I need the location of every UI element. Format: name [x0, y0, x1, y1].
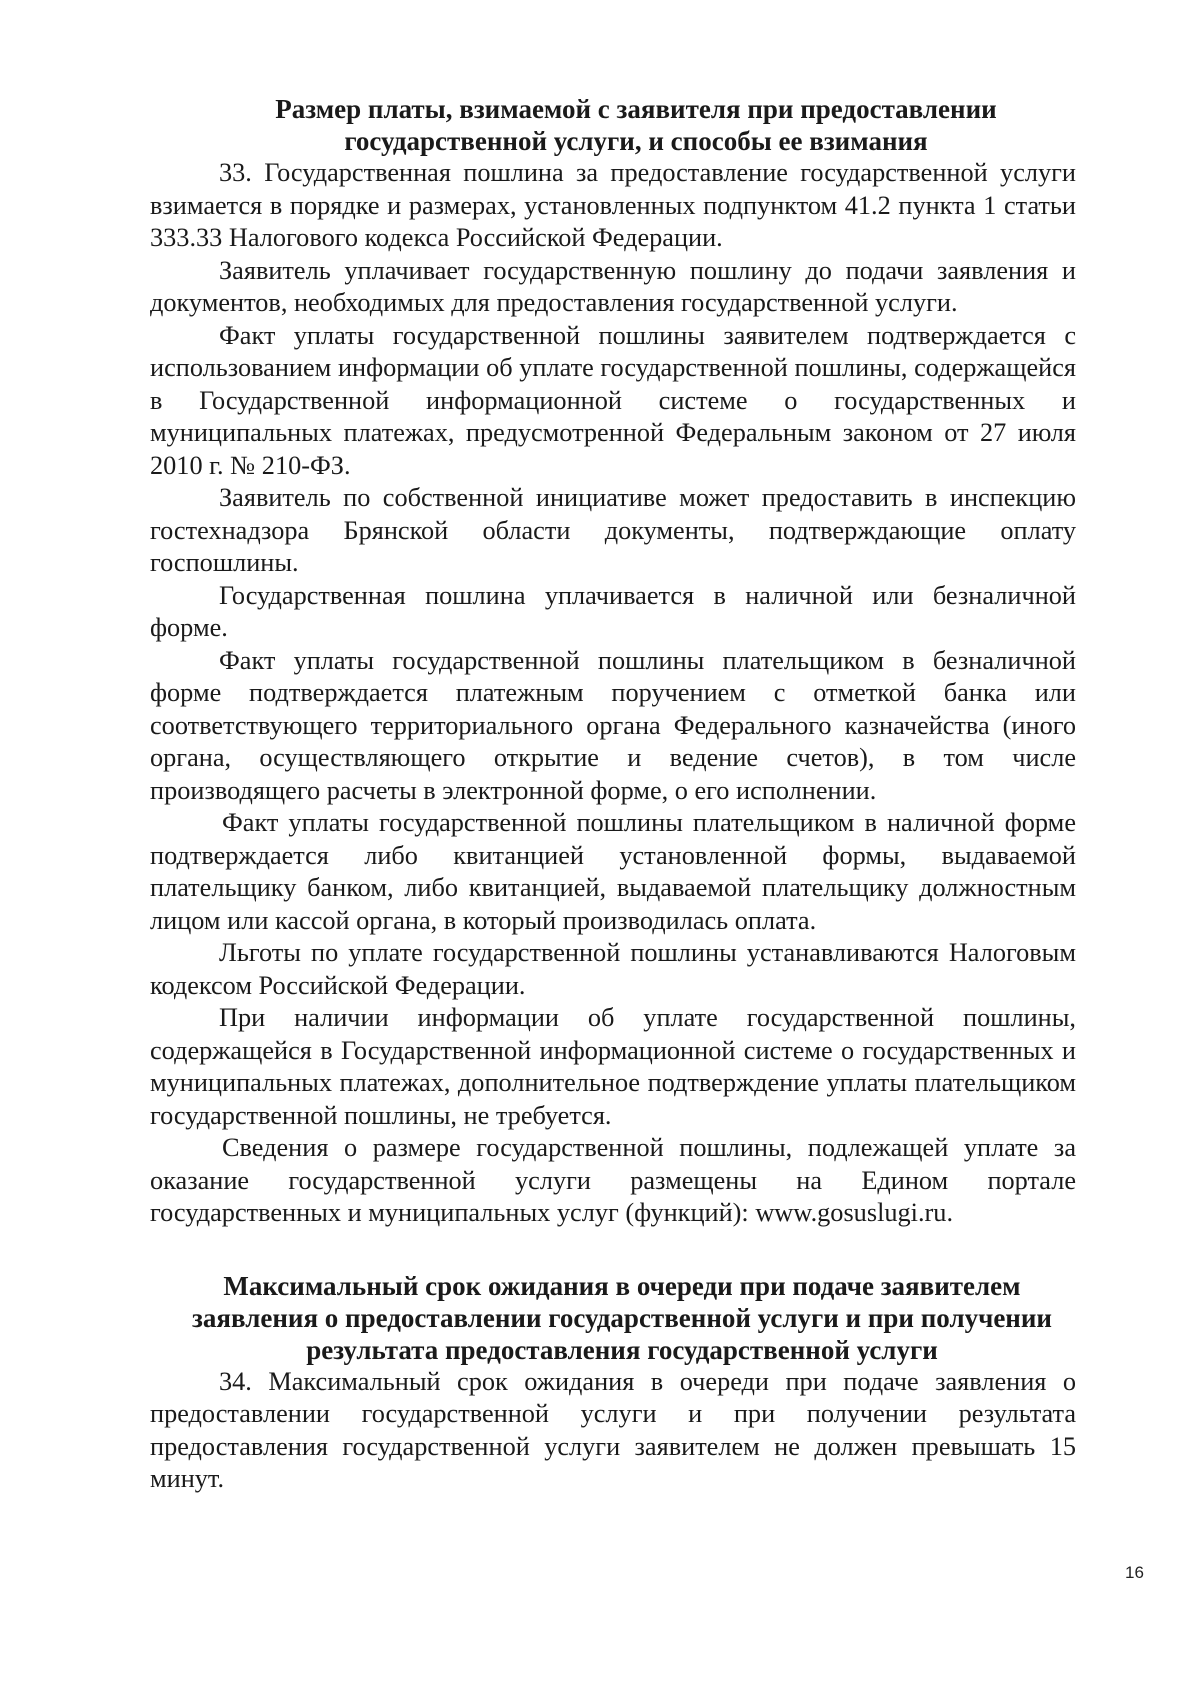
- paragraph-33: 33. Государственная пошлина за предоставление государственной услуги взимается в порядке и размерах, установленных подпунктом 41.2 пункта 1 статьи 333.33 Налогового кодекса Российской Федерации.: [150, 158, 1076, 252]
- paragraph-payment-confirmation-gis: Факт уплаты государственной пошлины заявителем подтверждается с использованием информации об уплате государственной пошлины, содержащейся в Государственной информационной системе о государственных и муниципальных платежах, предусмотренной Федеральным законом от 27 июля 2010 г. № 210-ФЗ.: [150, 320, 1076, 480]
- section-heading-queue: [150, 1270, 1076, 1366]
- paragraph-payment-form: Государственная пошлина уплачивается в наличной или безналичной форме.: [150, 580, 1076, 642]
- document-body: [150, 93, 1076, 1496]
- paragraph-no-additional-confirmation: При наличии информации об уплате государственной пошлины, содержащейся в Государственной информационной системе о государственных и муниципальных платежах, дополнительное подтверждение уплаты плательщиком государственной пошлины, не требуется.: [150, 1003, 1076, 1130]
- section-heading-fee: [150, 93, 1076, 157]
- paragraph-own-initiative-documents: Заявитель по собственной инициативе может предоставить в инспекцию гостехнадзора Брянской области документы, подтверждающие оплату госпошлины.: [150, 483, 1076, 577]
- page-number: 16: [1125, 1563, 1144, 1582]
- section-heading-fee-line2: государственной услуги, и способы ее взимания: [344, 126, 928, 156]
- paragraph-payment-before-submission: Заявитель уплачивает государственную пошлину до подачи заявления и документов, необходимых для предоставления государственной услуги.: [150, 255, 1076, 317]
- section-heading-queue-line1: Максимальный срок ожидания в очереди при подаче заявителем: [223, 1270, 1021, 1301]
- paragraph-cash-confirmation: Факт уплаты государственной пошлины плательщиком в наличной форме подтверждается либо квитанцией установленной формы, выдаваемой плательщику банком, либо квитанцией, выдаваемой плательщику должностным лицом или кассой органа, в который производилась оплата.: [150, 808, 1076, 935]
- paragraph-benefits: Льготы по уплате государственной пошлины устанавливаются Налоговым кодексом Российской Федерации.: [150, 938, 1076, 1000]
- section-heading-fee-line1: Размер платы, взимаемой с заявителя при предоставлении: [275, 94, 997, 124]
- paragraph-cashless-confirmation: Факт уплаты государственной пошлины плательщиком в безналичной форме подтверждается платежным поручением с отметкой банка или соответствующего территориального органа Федерального казначейства (иного органа, осуществляющего открытие и ведение счетов), в том числе производящего расчеты в электронной форме, о его исполнении.: [150, 645, 1076, 805]
- paragraph-gosuslugi-info: Сведения о размере государственной пошлины, подлежащей уплате за оказание государственной услуги размещены на Едином портале государственных и муниципальных услуг (функций): www.gosuslugi.ru.: [150, 1133, 1076, 1227]
- section-heading-queue-line2: заявления о предоставлении государственной услуги и при получении: [192, 1302, 1052, 1333]
- section-heading-queue-line3: результата предоставления государственной услуги: [306, 1334, 938, 1365]
- paragraph-34: 34. Максимальный срок ожидания в очереди при подаче заявления о предоставлении государственной услуги и при получении результата предоставления государственной услуги заявителем не должен превышать 15 минут.: [150, 1366, 1076, 1493]
